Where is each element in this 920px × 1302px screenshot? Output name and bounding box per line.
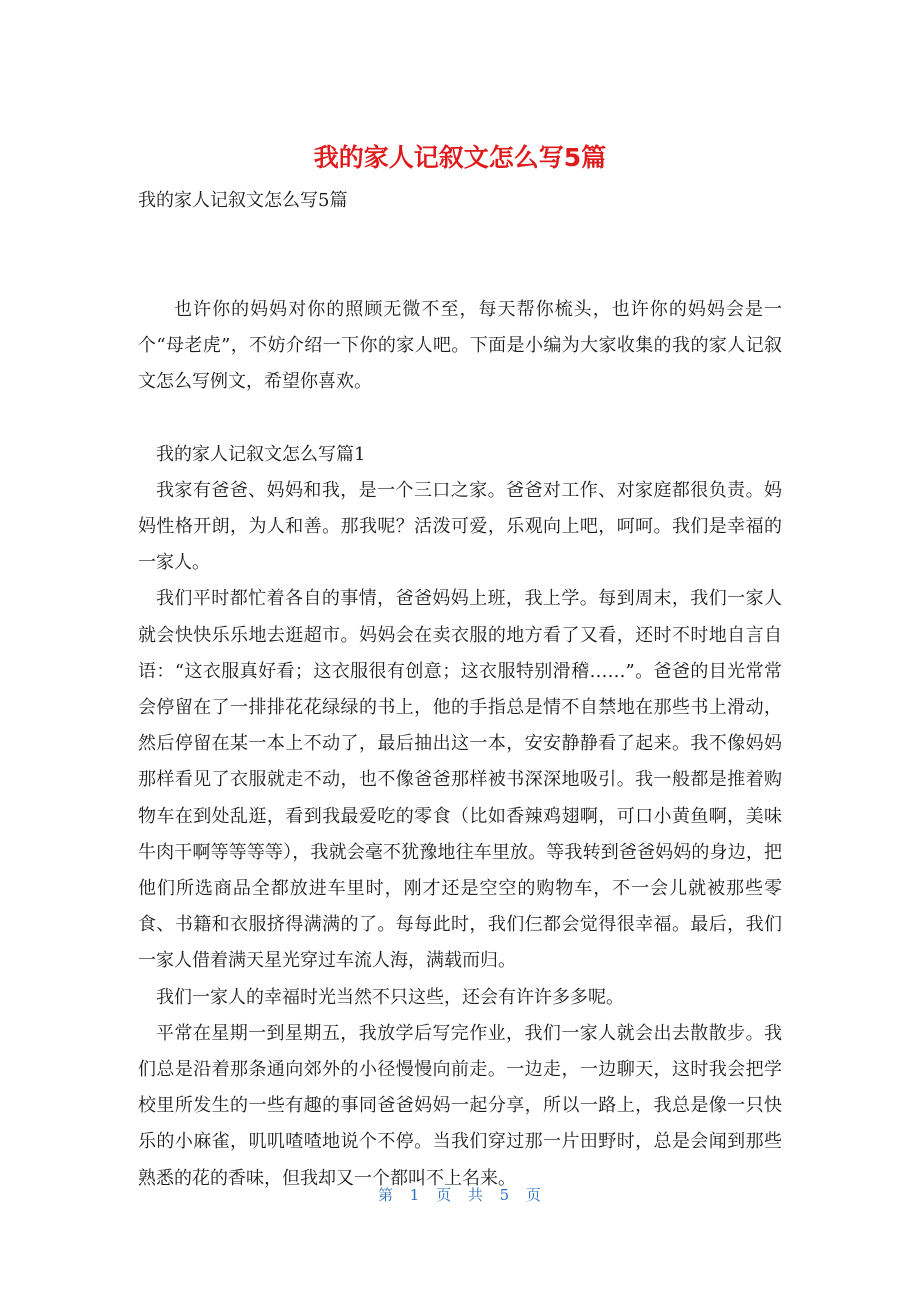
document-title: 我的家人记叙文怎么写5篇 [313, 143, 607, 172]
body-paragraph: 平常在星期一到星期五，我放学后写完作业，我们一家人就会出去散散步。我们总是沿着那条通向郊外的小径慢慢向前走。一边走，一边聊天，这时我会把学校里所发生的一些有趣的事同爸爸妈妈一起分享，所以一路上，我总是像一只快乐的小麻雀，叽叽喳喳地说个不停。当我们穿过那一片田野时，总是会闻到那些熟悉的花的香味，但我却又一个都叫不上名来。 [138, 1022, 782, 1189]
section-heading: 我的家人记叙文怎么写篇1 [156, 443, 366, 465]
page-number: 第 1 页 共 5 页 [378, 1186, 542, 1204]
body-paragraph: 我们一家人的幸福时光当然不只这些，还会有许许多多呢。 [156, 986, 624, 1008]
body-paragraph: 我家有爸爸、妈妈和我，是一个三口之家。爸爸对工作、对家庭都很负责。妈妈性格开朗，为人和善。那我呢？活泼可爱，乐观向上吧，呵呵。我们是幸福的一家人。 [138, 479, 782, 574]
body-paragraph: 我们平时都忙着各自的事情，爸爸妈妈上班，我上学。每到周末，我们一家人就会快快乐乐地去逛超市。妈妈会在卖衣服的地方看了又看，还时不时地自言自语：“这衣服真好看；这衣服很有创意；这衣服特别滑稽……”。爸爸的目光常常会停留在了一排排花花绿绿的书上，他的手指总是情不自禁地在那些书上滑动，然后停留在某一本上不动了，最后抽出这一本，安安静静看了起来。我不像妈妈那样看见了衣服就走不动，也不像爸爸那样被书深深地吸引。我一般都是推着购物车在到处乱逛，看到我最爱吃的零食（比如香辣鸡翅啊，可口小黄鱼啊，美味牛肉干啊等等等等），我就会毫不犹豫地往车里放。等我转到爸爸妈妈的身边，把他们所选商品全都放进车里时，刚才还是空空的购物车，不一会儿就被那些零食、书籍和衣服挤得满满的了。每每此时，我们仨都会觉得很幸福。最后，我们一家人借着满天星光穿过车流人海，满载而归。 [138, 588, 782, 972]
document-subtitle: 我的家人记叙文怎么写5篇 [138, 190, 348, 211]
intro-paragraph: 也许你的妈妈对你的照顾无微不至，每天帮你梳头，也许你的妈妈会是一个“母老虎”，不妨介绍一下你的家人吧。下面是小编为大家收集的我的家人记叙文怎么写例文，希望你喜欢。 [138, 299, 782, 393]
document-body [138, 256, 782, 1197]
